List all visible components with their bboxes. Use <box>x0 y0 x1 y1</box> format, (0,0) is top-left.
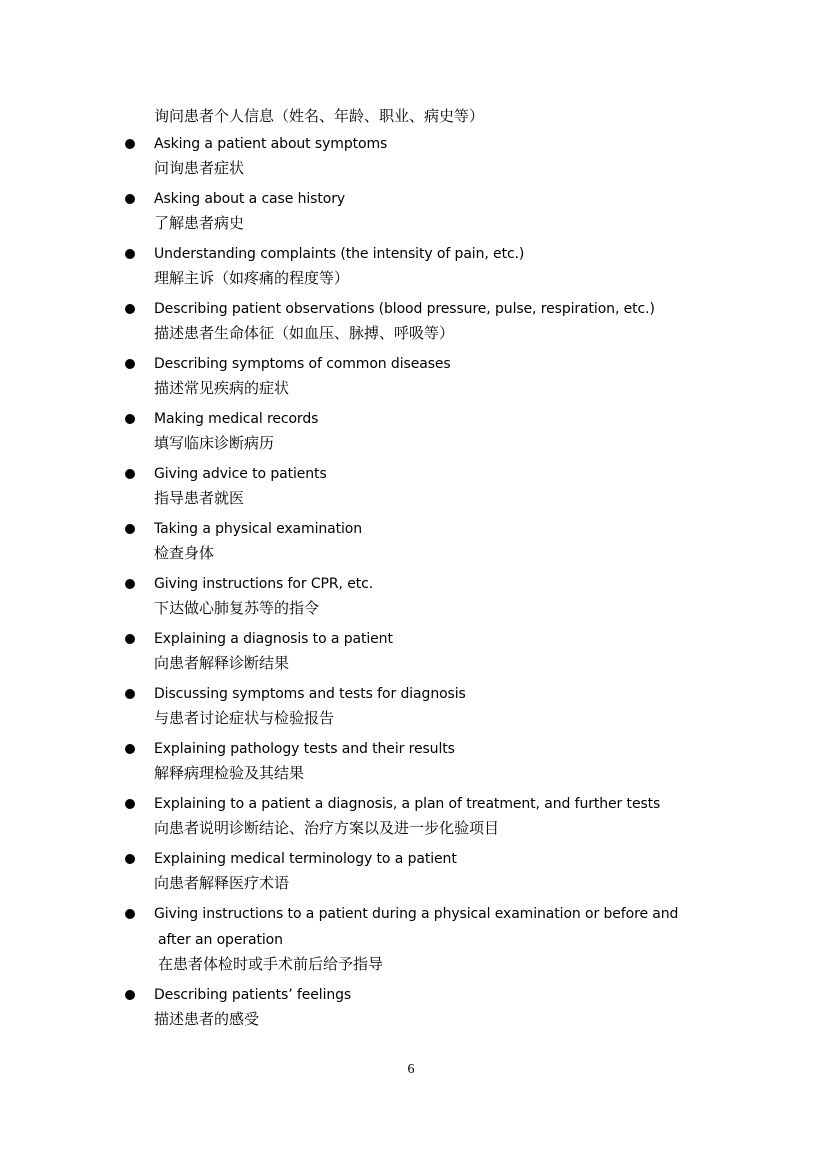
list-item <box>0 736 822 784</box>
item-chinese-text: 指导患者就医 <box>154 489 245 507</box>
item-chinese-text: 理解主诉（如疼痛的程度等） <box>154 269 350 287</box>
bullet-icon <box>125 854 135 864</box>
item-chinese-text: 解释病理检验及其结果 <box>154 764 305 782</box>
list-item <box>0 406 822 454</box>
item-english-text: Giving instructions to a patient during a physical examination or before and <box>154 906 679 922</box>
bullet-icon <box>125 524 135 534</box>
item-english-text: Discussing symptoms and tests for diagnosis <box>154 686 466 702</box>
item-chinese-text: 与患者讨论症状与检验报告 <box>154 709 335 727</box>
item-chinese-text: 向患者解释诊断结果 <box>154 654 290 672</box>
bullet-icon <box>125 579 135 589</box>
bullet-icon <box>125 139 135 149</box>
item-english-text: Taking a physical examination <box>154 521 363 537</box>
bullet-icon <box>125 689 135 699</box>
item-english-text: Understanding complaints (the intensity of pain, etc.) <box>154 246 525 262</box>
list-item <box>0 626 822 674</box>
intro-line: 询问患者个人信息（姓名、年龄、职业、病史等） <box>154 107 485 125</box>
item-chinese-text: 在患者体检时或手术前后给予指导 <box>158 955 384 973</box>
bullet-icon <box>125 799 135 809</box>
list-item <box>0 351 822 399</box>
list-item <box>0 131 822 179</box>
bullet-icon <box>125 909 135 919</box>
item-chinese-text: 描述患者的感受 <box>154 1010 260 1028</box>
list-item <box>0 846 822 894</box>
bullet-icon <box>125 744 135 754</box>
list-item <box>0 791 822 839</box>
list-item <box>0 296 822 344</box>
item-english-text: Asking a patient about symptoms <box>154 136 388 152</box>
bullet-icon <box>125 194 135 204</box>
bullet-icon <box>125 359 135 369</box>
list-item <box>0 461 822 509</box>
bullet-icon <box>125 634 135 644</box>
item-english-text-continued: after an operation <box>158 932 283 948</box>
list-item <box>0 186 822 234</box>
list-item <box>0 571 822 619</box>
list-item <box>0 241 822 289</box>
bullet-icon <box>125 304 135 314</box>
list-item <box>0 516 822 564</box>
item-chinese-text: 了解患者病史 <box>154 214 245 232</box>
item-chinese-text: 描述常见疾病的症状 <box>154 379 290 397</box>
item-english-text: Giving advice to patients <box>154 466 327 482</box>
item-chinese-text: 填写临床诊断病历 <box>154 434 275 452</box>
item-english-text: Explaining pathology tests and their results <box>154 741 455 757</box>
item-english-text: Giving instructions for CPR, etc. <box>154 576 374 592</box>
skills-list <box>0 131 822 1037</box>
item-chinese-text: 问询患者症状 <box>154 159 245 177</box>
item-chinese-text: 描述患者生命体征（如血压、脉搏、呼吸等） <box>154 324 455 342</box>
item-english-text: Describing patients’ feelings <box>154 987 352 1003</box>
item-chinese-text: 向患者说明诊断结论、治疗方案以及进一步化验项目 <box>154 819 500 837</box>
item-chinese-text: 向患者解释医疗术语 <box>154 874 290 892</box>
item-chinese-text: 下达做心肺复苏等的指令 <box>154 599 320 617</box>
list-item <box>0 982 822 1030</box>
item-english-text: Making medical records <box>154 411 319 427</box>
item-english-text: Describing patient observations (blood pressure, pulse, respiration, etc.) <box>154 301 655 317</box>
bullet-icon <box>125 469 135 479</box>
page-number: 6 <box>407 1062 415 1077</box>
list-item <box>0 901 822 975</box>
item-english-text: Explaining medical terminology to a patient <box>154 851 457 867</box>
item-english-text: Explaining a diagnosis to a patient <box>154 631 393 647</box>
bullet-icon <box>125 990 135 1000</box>
item-chinese-text: 检查身体 <box>154 544 215 562</box>
item-english-text: Asking about a case history <box>154 191 346 207</box>
list-item <box>0 681 822 729</box>
item-english-text: Describing symptoms of common diseases <box>154 356 451 372</box>
bullet-icon <box>125 414 135 424</box>
item-english-text: Explaining to a patient a diagnosis, a plan of treatment, and further tests <box>154 796 661 812</box>
bullet-icon <box>125 249 135 259</box>
